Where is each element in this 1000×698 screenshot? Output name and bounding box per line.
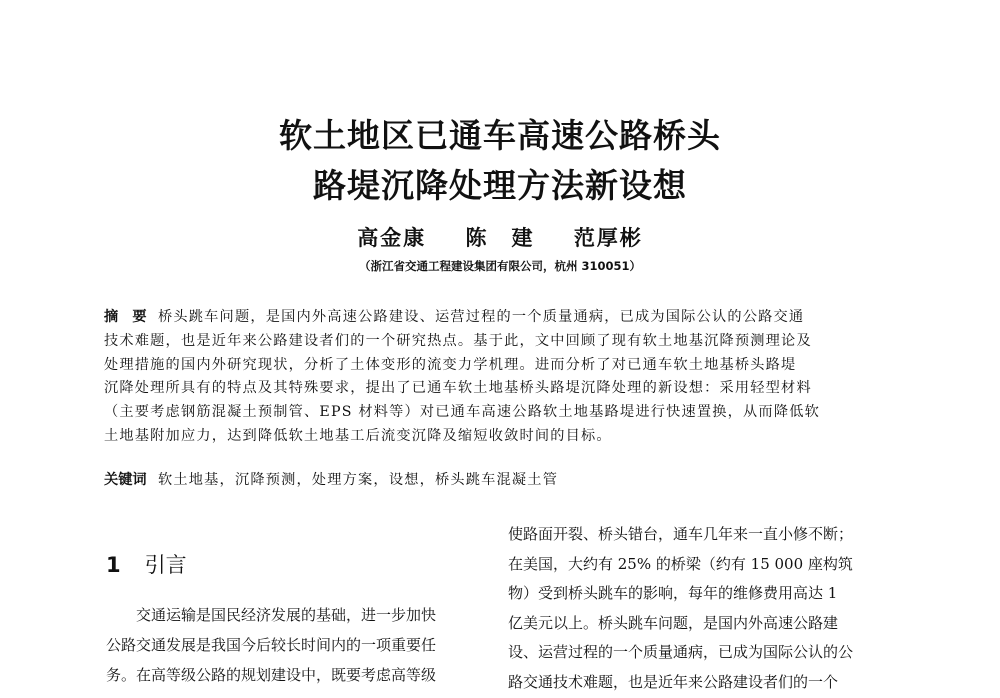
- author-name: 高金康: [357, 225, 427, 250]
- author-name: 范厚彬: [573, 225, 643, 250]
- section-title: 引言: [144, 553, 187, 577]
- body-line: 交通运输是国民经济发展的基础，进一步加快: [106, 606, 437, 624]
- section-number: 1: [106, 553, 121, 577]
- abstract-line: （主要考虑钢筋混凝土预制管、EPS 材料等）对已通车高速公路软土地基路堤进行快速置换，从而降低软: [104, 404, 820, 421]
- keywords-text: 软土地基，沉降预测，处理方案，设想，桥头跳车混凝土管: [158, 472, 559, 488]
- body-line: 物）受到桥头跳车的影响，每年的维修费用高达 1: [508, 584, 838, 603]
- body-line: 公路交通发展是我国今后较长时间内的一项重要任: [106, 636, 437, 654]
- abstract-text: 桥头跳车问题，是国内外高速公路建设、运营过程的一个质量通病，已成为国际公认的公路交通: [158, 309, 805, 325]
- abstract-line: 处理措施的国内外研究现状，分析了土体变形的流变力学机理。进而分析了对已通车软土地基桥头路堤: [104, 356, 797, 373]
- abstract: [104, 306, 899, 449]
- abstract-line: 沉降处理所具有的特点及其特殊要求，提出了已通车软土地基桥头路堤沉降处理的新设想：采用轻型材料: [104, 380, 812, 397]
- affiliation: （浙江省交通工程建设集团有限公司，杭州 310051）: [358, 259, 641, 273]
- section-heading: [106, 549, 187, 579]
- body-line: 设、运营过程的一个质量通病，已成为国际公认的公: [508, 643, 854, 662]
- keywords-label: 关键词: [104, 472, 147, 488]
- body-line: 务。在高等级公路的规划建设中，既要考虑高等级: [106, 666, 437, 684]
- abstract-line: 土地基附加应力，达到降低软土地基工后流变沉降及缩短收敛时间的目标。: [104, 427, 612, 444]
- abstract-line: [104, 306, 899, 330]
- body-line: 在美国，大约有 25% 的桥梁（约有 15 000 座构筑: [508, 554, 853, 573]
- body-line: 使路面开裂、桥头错台，通车几年来一直小修不断；: [508, 525, 854, 543]
- right-column: [508, 520, 900, 698]
- author-name: 陈 建: [465, 225, 535, 250]
- author-list: [0, 222, 1000, 252]
- abstract-label: 摘 要: [104, 309, 147, 325]
- title-line-2: 路堤沉降处理方法新设想: [313, 166, 687, 205]
- title-line-1: 软土地区已通车高速公路桥头: [279, 116, 721, 155]
- left-column: [106, 600, 492, 690]
- keywords: [104, 469, 899, 489]
- body-line: 路交通技术难题，也是近年来公路建设者们的一个: [508, 672, 839, 691]
- abstract-line: 技术难题，也是近年来公路建设者们的一个研究热点。基于此，文中回顾了现有软土地基沉降预测理论及: [104, 332, 812, 349]
- body-line: 亿美元以上。桥头跳车问题，是国内外高速公路建: [508, 613, 839, 632]
